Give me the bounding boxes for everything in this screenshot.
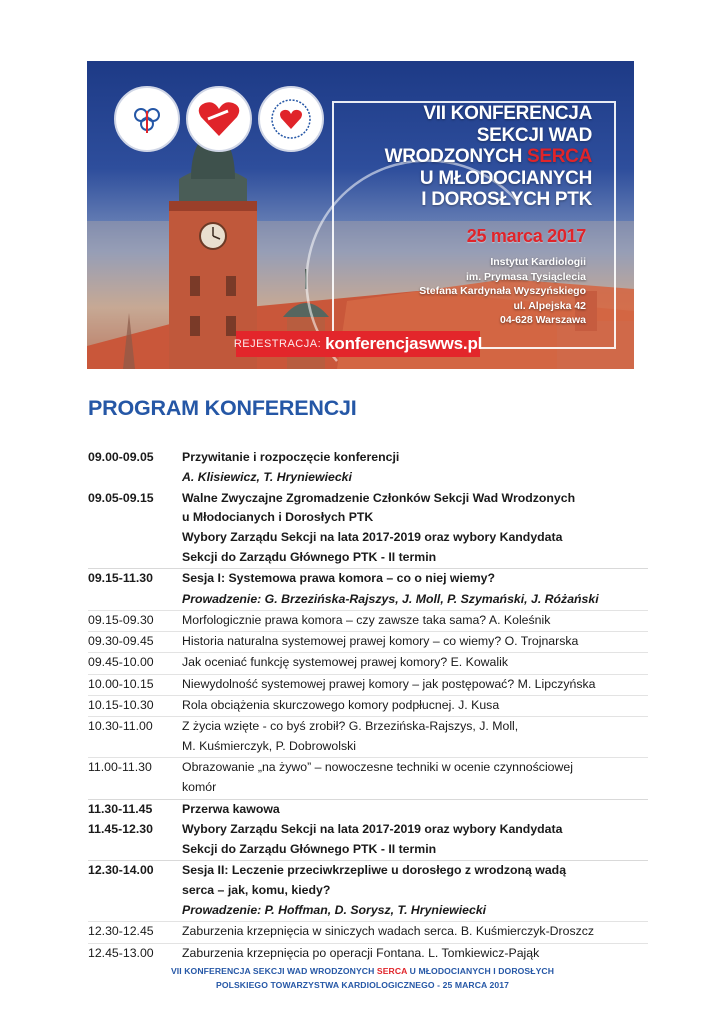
registration-url[interactable]: konferencjaswws.pl <box>325 334 483 353</box>
banner-title-line: U MŁODOCIANYCH <box>419 167 592 189</box>
program-description <box>182 653 648 673</box>
banner-title-line: SEKCJI WAD <box>476 124 592 146</box>
program-description-line: Sekcji do Zarządu Głównego PTK - II termin <box>182 549 437 564</box>
banner-title <box>385 103 592 211</box>
heart-logo <box>186 86 252 152</box>
program-description <box>182 944 648 964</box>
footer-line-1 <box>0 964 725 978</box>
program-row <box>88 489 648 569</box>
program-time: 09.30-09.45 <box>88 634 154 649</box>
program-time: 12.30-12.45 <box>88 924 154 939</box>
program-time: 09.15-09.30 <box>88 612 154 627</box>
program-description <box>182 569 648 589</box>
banner-date: 25 marca 2017 <box>466 226 586 246</box>
program-time: 11.45-12.30 <box>88 821 153 836</box>
program-time <box>88 468 182 488</box>
program-row <box>88 901 648 921</box>
program-time: 10.15-10.30 <box>88 698 154 713</box>
program-description-line: Prowadzenie: P. Hoffman, D. Sorysz, T. Hryniewiecki <box>182 903 487 918</box>
program-row <box>88 568 648 589</box>
program-row <box>88 757 648 798</box>
program-description-line: Z życia wzięte - co byś zrobił? G. Brzezińska-Rajszys, J. Moll, <box>182 719 519 734</box>
program-row <box>88 652 648 673</box>
banner-title-line <box>385 146 592 168</box>
registration-label: REJESTRACJA: <box>233 338 322 350</box>
program-description-line: Przywitanie i rozpoczęcie konferencji <box>182 450 400 464</box>
footer-highlight: SERCA <box>376 966 408 976</box>
program-row <box>88 716 648 757</box>
program-description <box>182 468 648 488</box>
ptk-logo <box>258 86 324 152</box>
program-time: 09.05-09.15 <box>88 490 154 505</box>
program-time: 12.45-13.00 <box>88 945 154 960</box>
program-description-line: Obrazowanie „na żywo” – nowoczesne techniki w ocenie czynnościowej <box>182 760 573 775</box>
program-description-line: Zaburzenia krzepnięcia w siniczych wadach serca. B. Kuśmierczyk-Droszcz <box>182 924 595 939</box>
program-time: 10.00-10.15 <box>88 676 154 691</box>
program-description <box>182 632 648 652</box>
program-description-line: Sesja II: Leczenie przeciwkrzepliwe u dorosłego z wrodzoną wadą <box>182 862 567 877</box>
program-row <box>88 860 648 901</box>
page-title: PROGRAM KONFERENCJI <box>88 396 357 420</box>
program-description-line: M. Kuśmierczyk, P. Dobrowolski <box>182 739 357 754</box>
program-row <box>88 448 648 468</box>
program-row <box>88 695 648 716</box>
venue-address <box>419 255 586 328</box>
program-description-line: Sesja I: Systemowa prawa komora – co o niej wiemy? <box>182 571 496 586</box>
venue-line: ul. Alpejska 42 <box>513 299 586 312</box>
program-description-line: Wybory Zarządu Sekcji na lata 2017-2019 oraz wybory Kandydata <box>182 821 563 836</box>
program-time: 11.00-11.30 <box>88 760 152 775</box>
program-row <box>88 631 648 652</box>
program-row <box>88 674 648 695</box>
program-description <box>182 922 648 942</box>
program-description <box>182 861 648 901</box>
program-description-line: Prowadzenie: G. Brzezińska-Rajszys, J. Moll, P. Szymański, J. Różański <box>182 591 599 606</box>
program-description-line: u Młodocianych i Dorosłych PTK <box>182 510 374 525</box>
program-description <box>182 717 648 757</box>
section-logo <box>114 86 180 152</box>
program-row <box>88 943 648 964</box>
program-description <box>182 611 648 631</box>
program-row <box>88 820 648 860</box>
program-row <box>88 468 648 488</box>
program-row <box>88 590 648 610</box>
program-description <box>182 448 648 468</box>
footer-text: VII KONFERENCJA SEKCJI WAD WRODZONYCH <box>170 966 377 976</box>
program-description-line: A. Klisiewicz, T. Hryniewiecki <box>182 470 352 485</box>
banner-title-line: VII KONFERENCJA <box>423 103 592 124</box>
registration-link[interactable] <box>233 331 483 357</box>
program-description-line: Przerwa kawowa <box>182 801 280 816</box>
program-description-line: Historia naturalna systemowej prawej komory – co wiemy? O. Trojnarska <box>182 634 579 649</box>
program-description-line: komór <box>182 780 217 795</box>
program-description-line: Walne Zwyczajne Zgromadzenie Członków Sekcji Wad Wrodzonych <box>182 490 576 505</box>
program-description-line: Wybory Zarządu Sekcji na lata 2017-2019 oraz wybory Kandydata <box>182 530 563 545</box>
program-description-line: Niewydolność systemowej prawej komory – jak postępować? M. Lipczyńska <box>182 676 596 691</box>
footer-text: U MŁODOCIANYCH I DOROSŁYCH <box>407 966 555 976</box>
red-heart-icon <box>196 99 242 139</box>
program-description <box>182 800 648 820</box>
program-description <box>182 696 648 716</box>
program-description <box>182 489 648 568</box>
ptk-emblem-icon <box>269 97 313 141</box>
program-description <box>182 758 648 798</box>
program-description-line: Morfologicznie prawa komora – czy zawsze taka sama? A. Koleśnik <box>182 612 551 627</box>
program-description <box>182 675 648 695</box>
program-time: 12.30-14.00 <box>88 862 154 877</box>
program-time: 09.00-09.05 <box>88 450 154 464</box>
program-description-line: serca – jak, komu, kiedy? <box>182 882 331 897</box>
venue-line: Instytut Kardiologii <box>490 256 586 268</box>
program-time: 10.30-11.00 <box>88 719 153 734</box>
footer-line-2: POLSKIEGO TOWARZYSTWA KARDIOLOGICZNEGO - 25 MARCA 2017 <box>216 980 509 990</box>
program-time <box>88 590 182 610</box>
program-time: 09.45-10.00 <box>88 655 154 670</box>
program-description <box>182 820 648 860</box>
program-row <box>88 799 648 820</box>
venue-line: Stefana Kardynała Wyszyńskiego <box>419 285 586 297</box>
program-description-line: Zaburzenia krzepnięcia po operacji Fontana. L. Tomkiewicz-Pająk <box>182 945 540 960</box>
program-row <box>88 610 648 631</box>
program-description-line: Rola obciążenia skurczowego komory podpłucnej. J. Kusa <box>182 698 500 713</box>
venue-line: 04-628 Warszawa <box>500 314 586 326</box>
banner-title-line: I DOROSŁYCH PTK <box>421 189 592 210</box>
program-time: 11.30-11.45 <box>88 801 153 816</box>
program-description-line: Jak oceniać funkcję systemowej prawej komory? E. Kowalik <box>182 655 508 670</box>
program-time <box>88 901 182 921</box>
program-list <box>88 448 648 964</box>
program-description-line: Sekcji do Zarządu Głównego PTK - II termin <box>182 841 437 856</box>
venue-line: im. Prymasa Tysiąclecia <box>465 270 586 283</box>
banner-title-highlight: SERCA <box>526 146 592 167</box>
clover-heart-icon <box>127 99 167 139</box>
program-description <box>182 901 648 921</box>
conference-banner <box>87 61 634 369</box>
program-time: 09.15-11.30 <box>88 571 153 586</box>
program-row <box>88 921 648 942</box>
page-footer <box>0 964 725 992</box>
banner-title-text: WRODZONYCH <box>384 146 527 167</box>
program-description <box>182 590 648 610</box>
